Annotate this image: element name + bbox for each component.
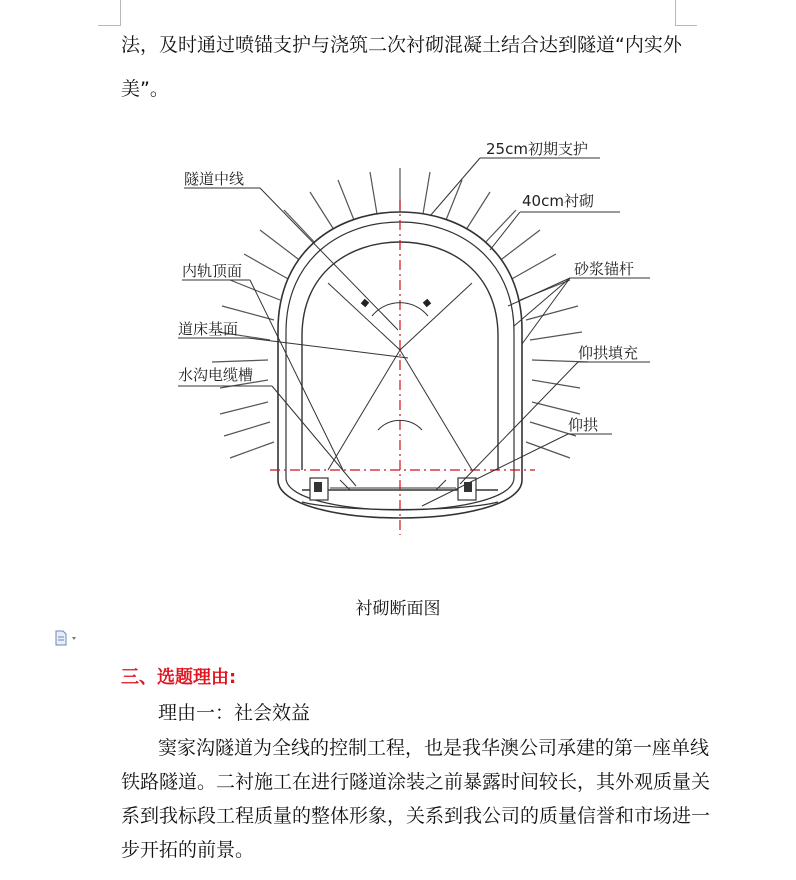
section-heading: 三、选题理由: [121, 667, 237, 688]
label-rail-top: 内轨顶面 [182, 262, 243, 280]
lining-cross-section-figure [160, 130, 660, 550]
label-lining: 40cm衬砌 [522, 192, 594, 210]
figure-caption: 衬砌断面图 [355, 599, 441, 619]
label-cable-trough: 水沟电缆槽 [178, 366, 254, 384]
margin-mark-top-left-h [98, 25, 120, 26]
label-initial-support: 25cm初期支护 [486, 140, 588, 158]
intro-line-2: 美”。 [121, 78, 169, 100]
intro-line-1: 法，及时通过喷锚支护与浇筑二次衬砌混凝土结合达到隧道“内实外 [121, 34, 682, 56]
label-anchor-rod: 砂浆锚杆 [574, 260, 635, 278]
margin-mark-top-right [675, 0, 676, 26]
margin-mark-top-right-h [675, 25, 697, 26]
label-center-line: 隧道中线 [184, 170, 245, 188]
label-invert: 仰拱 [568, 416, 599, 434]
paragraph-line-2: 铁路隧道。二衬施工在进行隧道涂装之前暴露时间较长，其外观质量关 [121, 771, 711, 793]
margin-mark-top-left [120, 0, 121, 26]
paste-options-icon[interactable] [54, 630, 80, 646]
cross-section-drawing [160, 130, 660, 550]
paragraph-line-1: 窦家沟隧道为全线的控制工程，也是我华澳公司承建的第一座单线 [158, 737, 710, 759]
paragraph-line-4: 步开拓的前景。 [121, 839, 255, 861]
label-track-bed: 道床基面 [178, 320, 239, 338]
label-invert-fill: 仰拱填充 [578, 344, 639, 362]
reason-one: 理由一：社会效益 [158, 702, 311, 724]
trough-fill-left [314, 482, 322, 492]
paragraph-line-3: 系到我标段工程质量的整体形象，关系到我公司的质量信誉和市场进一 [121, 805, 711, 827]
